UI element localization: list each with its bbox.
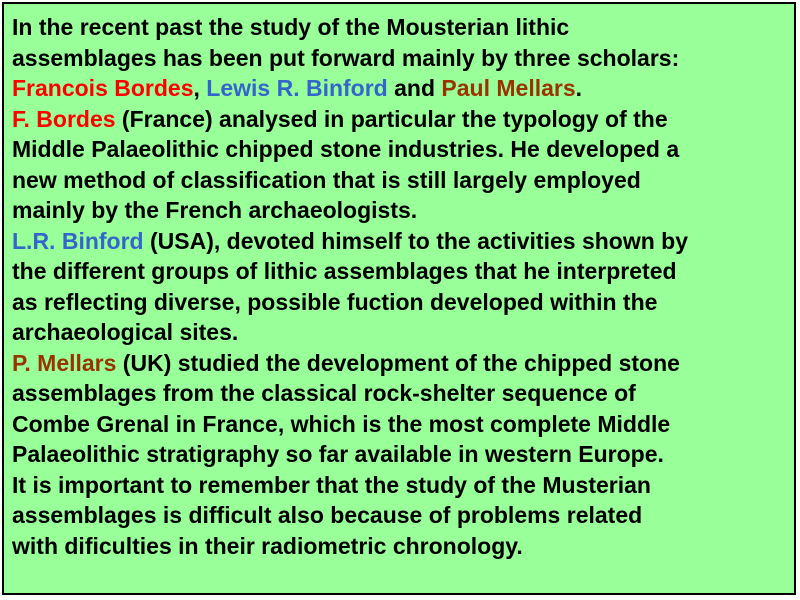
slide-body-text	[12, 12, 796, 561]
mellars-paragraph-line: Combe Grenal in France, which is the most complete Middle	[12, 410, 671, 437]
mellars-paragraph-line: assemblages from the classical rock-shelter sequence of	[12, 380, 636, 406]
binford-paragraph-line: archaeological sites.	[12, 319, 239, 345]
conclusion-line: It is important to remember that the study of the Musterian	[12, 471, 651, 498]
bordes-paragraph-line: new method of classification that is still largely employed	[12, 166, 641, 193]
slide-text-box	[2, 2, 796, 595]
binford-paragraph-line	[12, 226, 796, 257]
scholars-line	[12, 73, 796, 104]
mellars-paragraph-line	[12, 348, 796, 379]
bordes-paragraph-line	[12, 104, 796, 135]
intro-line: In the recent past the study of the Mousterian lithic	[12, 14, 570, 40]
separator-comma: ,	[193, 75, 207, 101]
bordes-text: (France) analysed in particular the typology of the	[115, 105, 668, 132]
mellars-text: (UK) studied the development of the chipped stone	[116, 349, 680, 376]
separator-and: and	[387, 75, 442, 101]
conclusion-line: with dificulties in their radiometric chronology.	[12, 532, 523, 559]
binford-text: (USA), devoted himself to the activities shown by	[143, 227, 689, 254]
conclusion-line: assemblages is difficult also because of problems related	[12, 502, 643, 528]
scholar-name-binford: Lewis R. Binford	[206, 75, 388, 101]
binford-name: L.R. Binford	[12, 227, 144, 254]
bordes-paragraph-line: Middle Palaeolithic chipped stone industries. He developed a	[12, 136, 680, 162]
intro-line: assemblages has been put forward mainly by three scholars:	[12, 44, 680, 71]
bordes-paragraph-line: mainly by the French archaeologists.	[12, 197, 418, 223]
bordes-name: F. Bordes	[12, 105, 116, 132]
sentence-end: .	[575, 75, 583, 101]
binford-paragraph-line: as reflecting diverse, possible fuction developed within the	[12, 288, 658, 315]
scholar-name-bordes: Francois Bordes	[12, 75, 194, 101]
binford-paragraph-line: the different groups of lithic assemblages that he interpreted	[12, 258, 677, 284]
scholar-name-mellars: Paul Mellars	[441, 75, 576, 101]
mellars-name: P. Mellars	[12, 349, 117, 376]
mellars-paragraph-line: Palaeolithic stratigraphy so far available in western Europe.	[12, 441, 664, 467]
